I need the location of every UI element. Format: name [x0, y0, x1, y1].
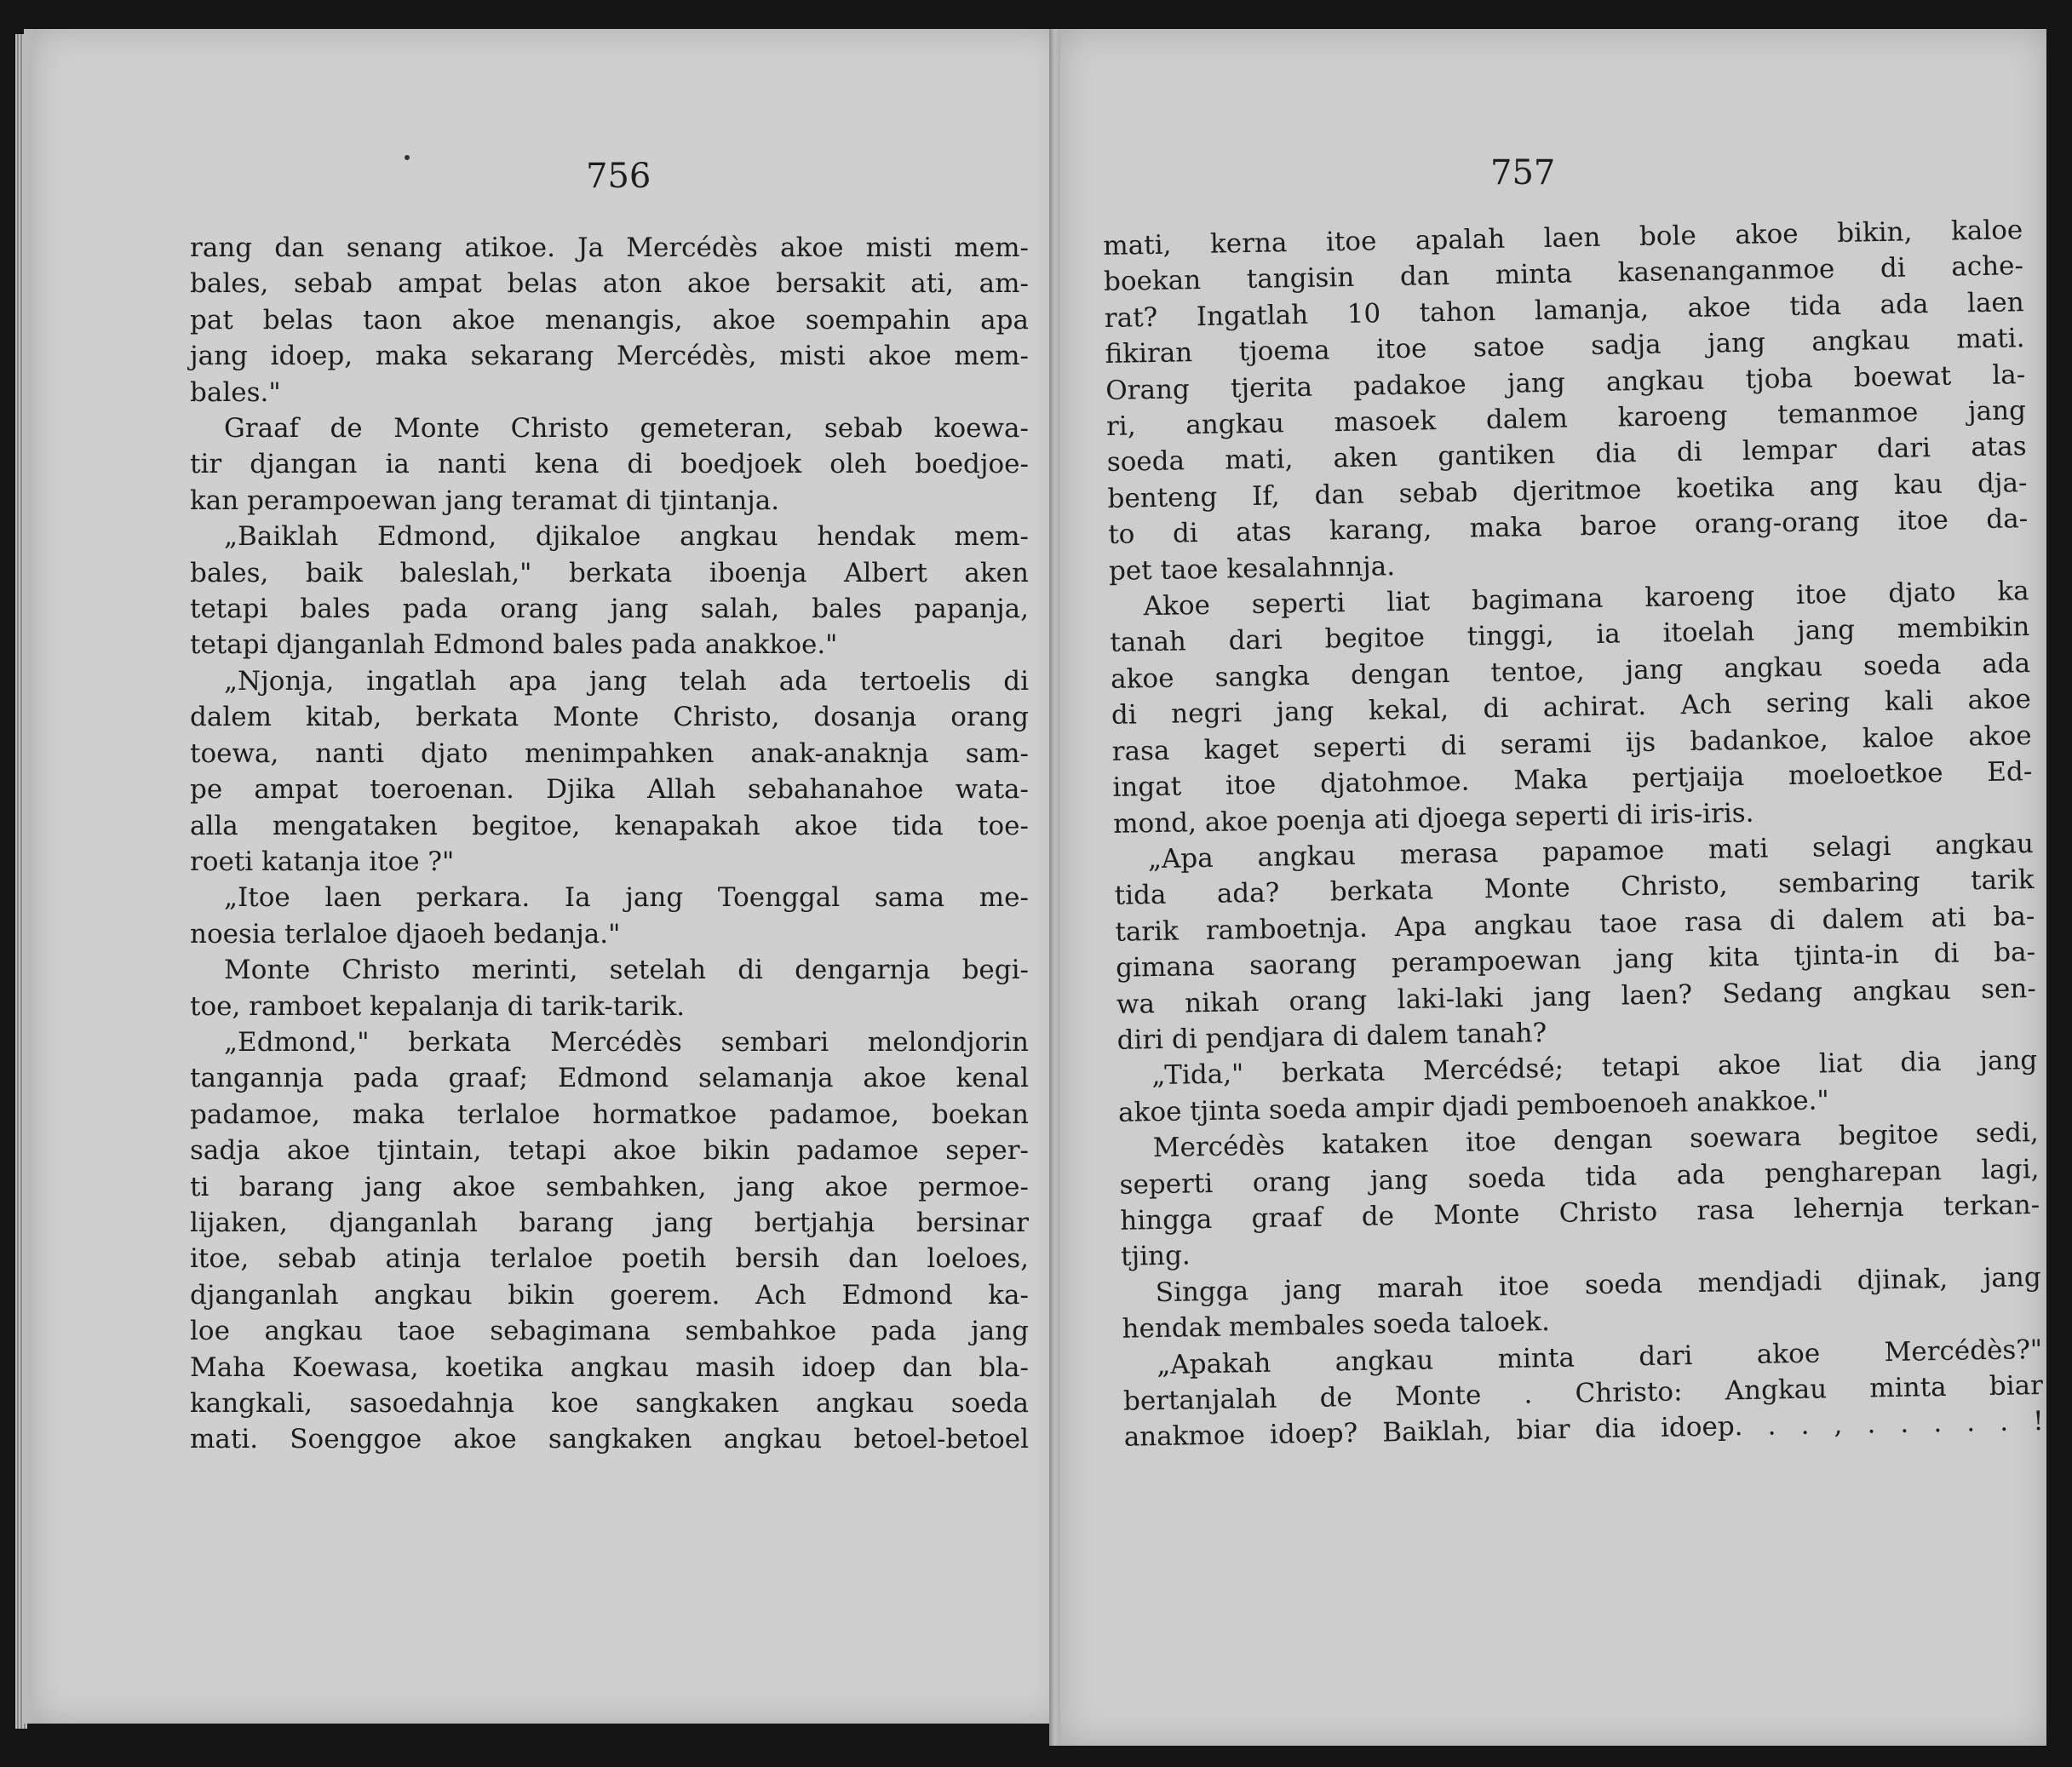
text-line: „Apa angkau merasa papamoe mati selagi angkau — [1147, 828, 2035, 875]
text-line: kangkali, sasoedahnja koe sangkaken angkau soeda — [190, 1388, 1029, 1419]
text-line: „Tida," berkata Mercédsé; tetapi akoe liat dia jang — [1151, 1045, 2038, 1092]
text-line: bales, sebab ampat belas aton akoe bersakit ati, am- — [190, 268, 1029, 300]
text-line: diri di pendjara di dalem tanah? — [1116, 1017, 1547, 1056]
text-line: boekan tangisin dan minta kasenanganmoe di ache- — [1103, 250, 2024, 298]
text-line: bertanjalah de Monte . Christo: Angkau minta biar — [1122, 1369, 2044, 1417]
text-line: tangannja pada graaf; Edmond selamanja akoe kenal — [190, 1063, 1029, 1094]
left-page-text — [190, 230, 1029, 1458]
text-line: Maha Koewasa, koetika angkau masih idoep dan bla- — [190, 1351, 1029, 1383]
text-line: mati, kerna itoe apalah laen bole akoe bikin, kaloe — [1103, 215, 2023, 261]
text-line: tarik ramboetnja. Apa angkau taoe rasa di dalem ati ba- — [1115, 900, 2035, 948]
text-line: mati. Soenggoe akoe sangkaken angkau betoel-betoel — [190, 1424, 1029, 1455]
text-line: bales." — [190, 376, 281, 408]
text-line: gimana saorang perampoewan jang kita tjinta-in di ba- — [1115, 937, 2036, 984]
text-line: fikiran tjoema itoe satoe sadja jang angkau mati. — [1105, 323, 2025, 370]
text-line: „Edmond," berkata Mercédès sembari melondjorin — [224, 1026, 1029, 1058]
page-number-left: 756 — [586, 157, 651, 196]
text-line: rasa kaget seperti di serami ijs badankoe, kaloe akoe — [1111, 720, 2032, 767]
text-line: roeti katanja itoe ?" — [190, 846, 455, 877]
text-line: wa nikah orang laki-laki jang laen? Sedang angkau sen- — [1116, 972, 2037, 1020]
text-line: seperti orang jang soeda tida ada pengharepan lagi, — [1119, 1153, 2040, 1201]
text-line: pat belas taon akoe menangis, akoe soempahin apa — [190, 304, 1029, 336]
page-number-right: 757 — [1490, 153, 1556, 192]
text-line: tanah dari begitoe tinggi, ia itoelah jang membikin — [1110, 611, 2030, 659]
text-line: „Baiklah Edmond, djikaloe angkau hendak mem- — [224, 521, 1029, 553]
right-page-text — [1103, 212, 2044, 1455]
text-line: anakmoe idoep? Baiklah, biar dia idoep. . . , . . . . . ! — [1123, 1406, 2044, 1454]
text-line: tjing. — [1120, 1240, 1191, 1273]
text-line: sadja akoe tjintain, tetapi akoe bikin padamoe seper- — [190, 1135, 1029, 1167]
text-line: pe ampat toeroenan. Djika Allah sebahanahoe wata- — [190, 774, 1029, 806]
text-line: tir djangan ia nanti kena di boedjoek oleh boedjoe- — [190, 449, 1029, 480]
text-line: padamoe, maka terlaloe hormatkoe padamoe, boekan — [190, 1099, 1029, 1130]
text-line: ingat itoe djatohmoe. Maka pertjaija moeloetkoe Ed- — [1112, 756, 2033, 803]
left-page — [24, 29, 1063, 1724]
text-line: kan perampoewan jang teramat di tjintanja. — [190, 485, 780, 516]
text-line: rat? Ingatlah 10 tahon lamanja, akoe tida ada laen — [1104, 286, 2024, 334]
text-line: lijaken, djanganlah barang jang bertjahja bersinar — [190, 1207, 1029, 1238]
text-line: toewa, nanti djato menimpahken anak-anaknja sam- — [190, 737, 1029, 769]
text-line: soeda mati, aken gantiken dia di lempar dari atas — [1106, 431, 2027, 479]
text-line: tetapi djanganlah Edmond bales pada anakkoe." — [190, 629, 838, 661]
text-line: „Apakah angkau minta dari akoe Mercédès?" — [1156, 1334, 2043, 1380]
text-line: tida ada? berkata Monte Christo, sembaring tarik — [1114, 864, 2035, 912]
text-line: Monte Christo merinti, setelah di dengarnja begi- — [224, 955, 1029, 986]
text-line: rang dan senang atikoe. Ja Mercédès akoe misti mem- — [190, 232, 1029, 263]
text-line: alla mengataken begitoe, kenapakah akoe tida toe- — [190, 810, 1029, 841]
text-line: hingga graaf de Monte Christo rasa lehernja terkan- — [1120, 1189, 2040, 1236]
text-line: Orang tjerita padakoe jang angkau tjoba boewat la- — [1105, 359, 2026, 406]
text-line: „Njonja, ingatlah apa jang telah ada tertoelis di — [224, 665, 1029, 697]
right-page — [1060, 29, 2046, 1746]
text-line: tetapi bales pada orang jang salah, bales papanja, — [190, 594, 1029, 625]
text-line: ri, angkau masoek dalem karoeng temanmoe jang — [1105, 395, 2027, 442]
text-line: toe, ramboet kepalanja di tarik-tarik. — [190, 990, 686, 1022]
text-line: ti barang jang akoe sembahken, jang akoe permoe- — [190, 1171, 1029, 1202]
text-line: bales, baik baleslah," berkata iboenja Albert aken — [190, 557, 1029, 588]
text-line: „Itoe laen perkara. Ia jang Toenggal sama me- — [224, 882, 1029, 914]
text-line: itoe, sebab atinja terlaloe poetih bersih dan loeloes, — [190, 1243, 1029, 1275]
text-line: Graaf de Monte Christo gemeteran, sebab koewa- — [224, 413, 1029, 445]
text-line: noesia terlaloe djaoeh bedanja." — [190, 918, 621, 949]
text-line: loe angkau taoe sebagimana sembahkoe pada jang — [190, 1316, 1029, 1347]
text-line: djanganlah angkau bikin goerem. Ach Edmond ka- — [190, 1279, 1029, 1311]
text-line: akoe sangka dengan tentoe, jang angkau soeda ada — [1110, 647, 2031, 695]
text-line: benteng If, dan sebab djeritmoe koetika ang kau dja- — [1107, 467, 2028, 514]
text-line: hendak membales soeda taloek. — [1122, 1306, 1551, 1345]
text-line: to di atas karang, maka baroe orang-orang itoe da- — [1107, 503, 2029, 551]
text-line: dalem kitab, berkata Monte Christo, dosanja orang — [190, 702, 1029, 733]
text-line: Singga jang marah itoe soeda mendjadi djinak, jang — [1155, 1261, 2041, 1308]
text-line: di negri jang kekal, di achirat. Ach sering kali akoe — [1111, 684, 2032, 731]
text-line: Akoe seperti liat bagimana karoeng itoe djato ka — [1143, 576, 2029, 622]
ink-dot — [405, 155, 410, 160]
text-line: mond, akoe poenja ati djoega seperti di iris-iris. — [1112, 797, 1754, 840]
text-line: pet taoe kesalahnnja. — [1108, 550, 1396, 587]
text-line: Mercédès kataken itoe dengan soewara begitoe sedi, — [1152, 1117, 2040, 1164]
text-line: jang idoep, maka sekarang Mercédès, misti akoe mem- — [190, 341, 1029, 372]
text-line: akoe tjinta soeda ampir djadi pemboenoeh anakkoe." — [1117, 1085, 1830, 1128]
